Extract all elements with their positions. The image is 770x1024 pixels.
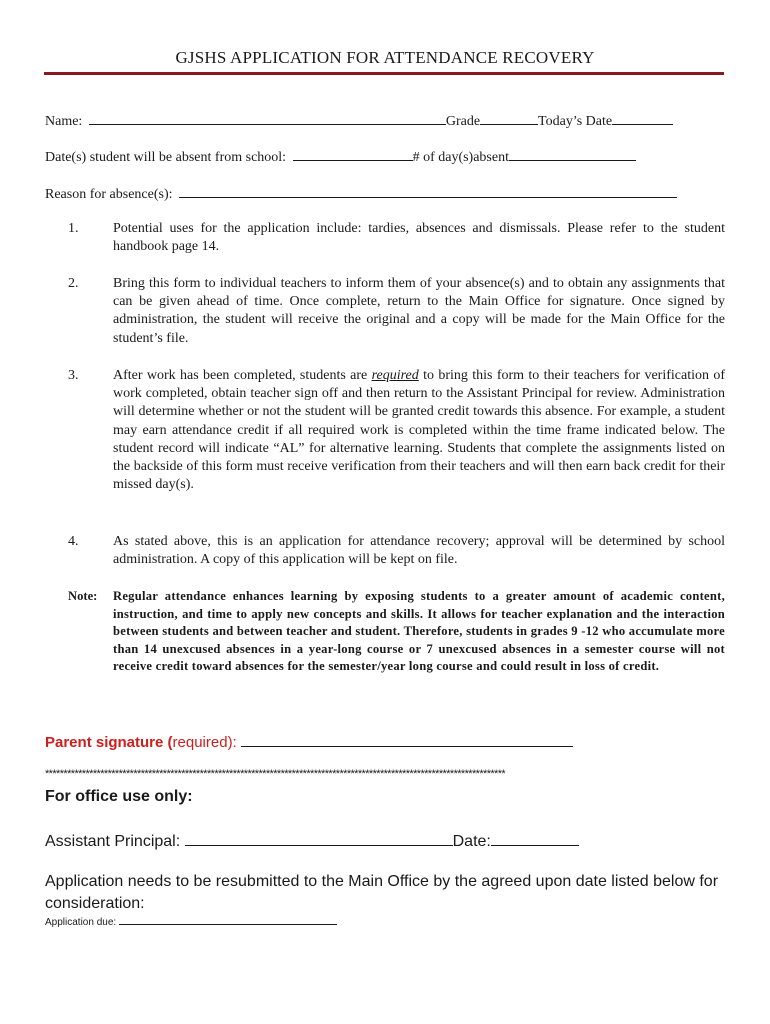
absent-dates-field[interactable] [293, 146, 413, 161]
application-due-field[interactable] [119, 914, 337, 925]
assistant-principal-field[interactable] [185, 829, 453, 846]
grade-label: Grade [445, 114, 481, 129]
note-text: Regular attendance enhances learning by exposing students to a greater amount of academic content, instruction, and time to apply new concepts and skills. It allows for teacher explanation and the interaction between students and between teacher and student. Therefore, students in grades 9 -12 who accumulate more than 14 unexcused absences in a year-long course or 7 unexcused absences in a semester course will not receive credit toward absences for the semester/year long course and could result in loss of credit. [113, 589, 725, 674]
date-label: Date: [452, 833, 491, 850]
date-field[interactable] [491, 829, 579, 846]
parent-signature-field[interactable] [241, 732, 573, 747]
item-text: As stated above, this is an application for attendance recovery; approval will be determined by school administration. A copy of this application will be kept on file. [113, 534, 725, 568]
todays-date-label: Today’s Date [538, 114, 613, 129]
num-days-label: # of day(s)absent [412, 150, 509, 165]
note-label: Note: [68, 589, 98, 603]
star-divider: ***************************************************************************************************************************** [45, 768, 506, 780]
reason-label: Reason for absence(s): [45, 187, 173, 202]
application-due-label: Application due: [45, 917, 119, 928]
num-days-field[interactable] [509, 146, 636, 161]
item-text-part: After work has been completed, students are [113, 368, 372, 383]
absence-dates-row [45, 146, 636, 166]
title-divider [44, 72, 724, 75]
grade-field[interactable] [480, 110, 538, 125]
absent-dates-label: Date(s) student will be absent from school: [45, 150, 287, 165]
required-emphasis: required [371, 368, 419, 383]
office-use-heading: For office use only: [45, 788, 193, 805]
name-row [45, 110, 673, 130]
item-text [113, 367, 725, 494]
item-number: 2. [68, 276, 79, 291]
item-number: 4. [68, 534, 79, 549]
assistant-principal-label: Assistant Principal: [45, 833, 185, 850]
parent-signature-label: Parent signature ( [45, 734, 173, 751]
item-text: Bring this form to individual teachers to inform them of your absence(s) and to obtain any assignments that can be given ahead of time. Once complete, return to the Main Office for signature. Once signed by administration, the student will receive the original and a copy will be made for the Main Office for the student’s file. [113, 276, 725, 346]
item-text-part: to bring this form to their teachers for verification of work completed, obtain teacher sign off and then return to the Assistant Principal for review. Administration will determine whether or not the student will be granted credit towards this absence. For example, a student may earn attendance credit if all required work is completed within the time frame indicated below. The student record will indicate “AL” for alternative learning. Students that complete the assignments listed on the backside of this form must receive verification from their teachers and will then earn back credit for their missed day(s). [113, 368, 725, 493]
parent-signature-required: required): [172, 734, 237, 751]
item-text: Potential uses for the application include: tardies, absences and dismissals. Please refer to the student handbook page 14. [113, 221, 725, 255]
name-field[interactable] [89, 110, 446, 125]
reason-row [45, 183, 677, 203]
item-number: 3. [68, 368, 79, 383]
name-label: Name: [45, 114, 83, 129]
parent-signature-row [45, 732, 573, 751]
item-number: 1. [68, 221, 79, 236]
resubmit-notice: Application needs to be resubmitted to the Main Office by the agreed upon date listed below for consideration: [45, 873, 719, 912]
page-title: GJSHS APPLICATION FOR ATTENDANCE RECOVERY [175, 48, 595, 67]
application-due-row [45, 914, 337, 928]
todays-date-field[interactable] [612, 110, 673, 125]
assistant-principal-row [45, 829, 579, 851]
reason-field[interactable] [179, 183, 677, 198]
